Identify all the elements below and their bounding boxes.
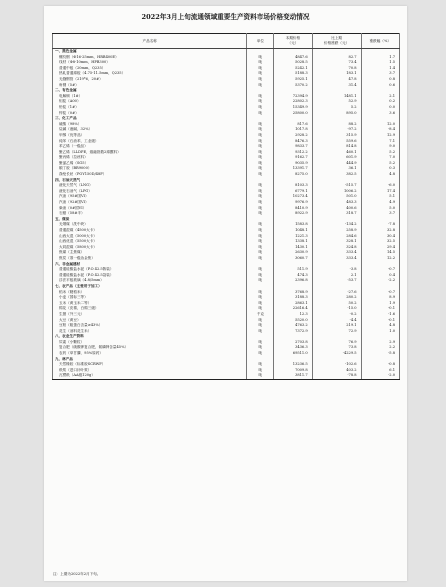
table-header bbox=[53, 34, 400, 49]
product-name-cell: 纯苯（石油苯，工业级） bbox=[53, 139, 247, 145]
unit-cell: 吨 bbox=[247, 194, 274, 200]
change-cell: 318.7 bbox=[312, 211, 361, 217]
product-name-cell: 聚丙烯（拉丝料） bbox=[53, 155, 247, 161]
header-unit: 单位 bbox=[247, 34, 274, 49]
product-name-cell: 浮法平板玻璃（4.8/5mm） bbox=[53, 278, 247, 284]
change-pct-cell: -6.0 bbox=[361, 183, 399, 189]
product-name-cell: 甲醇（优等品） bbox=[53, 133, 247, 139]
unit-cell: 吨 bbox=[247, 273, 274, 279]
unit-cell: 吨 bbox=[247, 111, 274, 117]
change-pct-cell: 12.0 bbox=[361, 122, 399, 128]
unit-cell: 千克 bbox=[247, 312, 274, 318]
unit-cell: 吨 bbox=[247, 301, 274, 307]
product-name-cell: 复合肥（硫酸钾复合肥，氮磷钾含量45%） bbox=[53, 345, 247, 351]
product-name-cell: 山西大混（5000大卡） bbox=[53, 234, 247, 240]
unit-cell: 吨 bbox=[247, 278, 274, 284]
change-pct-cell: -7.8 bbox=[361, 222, 399, 228]
product-name-cell: 苯乙烯（一级品） bbox=[53, 144, 247, 150]
unit-cell: 吨 bbox=[247, 290, 274, 296]
unit-cell: 吨 bbox=[247, 234, 274, 240]
change-pct-cell: 9.0 bbox=[361, 144, 399, 150]
change-pct-cell: 8.9 bbox=[361, 295, 399, 301]
change-pct-cell: 7.0 bbox=[361, 155, 399, 161]
price-cell: 72394.9 bbox=[274, 94, 312, 100]
price-cell: 8275.0 bbox=[274, 172, 312, 178]
price-cell: 1338.1 bbox=[274, 239, 312, 245]
unit-cell: 吨 bbox=[247, 183, 274, 189]
change-cell: 280.2 bbox=[312, 295, 361, 301]
unit-cell: 吨 bbox=[247, 368, 274, 374]
change-pct-cell: 0.4 bbox=[361, 273, 399, 279]
product-name-cell: 线材（Φ8-10mm，HPB300） bbox=[53, 60, 247, 66]
change-pct-cell: 29.4 bbox=[361, 245, 399, 251]
product-name-cell: 锌锭（0#） bbox=[53, 111, 247, 117]
unit-cell: 吨 bbox=[247, 318, 274, 324]
price-cell: 13391.7 bbox=[274, 166, 312, 172]
category-name: 四、石油天然气 bbox=[53, 178, 247, 184]
product-name-cell: 铅锭（1#） bbox=[53, 105, 247, 111]
unit-cell: 吨 bbox=[247, 77, 274, 83]
unit-cell: 吨 bbox=[247, 267, 274, 273]
document-page bbox=[44, 6, 407, 581]
change-cell: 333.4 bbox=[312, 256, 361, 262]
change-cell: -102.6 bbox=[312, 362, 361, 368]
unit-cell: 吨 bbox=[247, 94, 274, 100]
change-cell: -0.2 bbox=[312, 312, 361, 318]
change-pct-cell: 1.0 bbox=[361, 329, 399, 335]
change-cell: 2.1 bbox=[312, 273, 361, 279]
change-cell: 814.8 bbox=[312, 144, 361, 150]
product-name-cell: 聚氯乙烯（SG5） bbox=[53, 161, 247, 167]
change-cell: 1481.1 bbox=[312, 94, 361, 100]
change-pct-cell: -2.0 bbox=[361, 373, 399, 379]
product-name-cell: 小麦（国标三等） bbox=[53, 295, 247, 301]
unit-cell: 吨 bbox=[247, 144, 274, 150]
table-row bbox=[53, 373, 400, 379]
change-cell: 601.9 bbox=[312, 155, 361, 161]
unit-cell: 吨 bbox=[247, 362, 274, 368]
change-pct-cell: 32.8 bbox=[361, 228, 399, 234]
price-table bbox=[52, 33, 400, 380]
unit-cell: 吨 bbox=[247, 373, 274, 379]
unit-cell: 吨 bbox=[247, 161, 274, 167]
change-cell: 88.2 bbox=[312, 122, 361, 128]
product-name-cell: 稻米（粳稻米） bbox=[53, 290, 247, 296]
change-cell: 382.5 bbox=[312, 172, 361, 178]
product-name-cell: 瓦楞纸（AA级120g） bbox=[53, 373, 247, 379]
price-cell: 1017.8 bbox=[274, 127, 312, 133]
product-name-cell: 花生（油料花生米） bbox=[53, 329, 247, 335]
change-pct-cell: 1.7 bbox=[361, 55, 399, 61]
price-cell: 8410.9 bbox=[274, 206, 312, 212]
product-name-cell: 农药（草甘膦，95%原药） bbox=[53, 351, 247, 357]
change-cell: -15.0 bbox=[312, 306, 361, 312]
product-name-cell: 焦煤（主焦煤） bbox=[53, 250, 247, 256]
product-name-cell: 天然橡胶（标准胶SCRWF） bbox=[53, 362, 247, 368]
product-name-cell: 大同混煤（5800大卡） bbox=[53, 245, 247, 251]
price-cell: 69511.0 bbox=[274, 351, 312, 357]
change-pct-cell: 0.6 bbox=[361, 83, 399, 89]
category-name: 五、煤炭 bbox=[53, 217, 247, 223]
category-name: 九、林产品 bbox=[53, 357, 247, 363]
unit-cell: 吨 bbox=[247, 250, 274, 256]
product-name-cell: 玉米（黄玉米二等） bbox=[53, 301, 247, 307]
product-name-cell: 汽油（95#国VI） bbox=[53, 194, 247, 200]
product-name-cell: 生猪（外三元） bbox=[53, 312, 247, 318]
category-name: 六、非金属建材 bbox=[53, 262, 247, 268]
unit-cell: 吨 bbox=[247, 172, 274, 178]
price-cell: 22616.4 bbox=[274, 306, 312, 312]
table-body bbox=[53, 49, 400, 380]
unit-cell: 吨 bbox=[247, 228, 274, 234]
price-cell: 6779.1 bbox=[274, 189, 312, 195]
header-current-price: 本期价格 （元） bbox=[274, 34, 312, 49]
change-cell: 47.8 bbox=[312, 77, 361, 83]
product-name-cell: 铝锭（A00） bbox=[53, 99, 247, 105]
price-cell: 2630.9 bbox=[274, 250, 312, 256]
price-cell: 8103.3 bbox=[274, 183, 312, 189]
unit-cell: 吨 bbox=[247, 323, 274, 329]
price-cell: 5188.3 bbox=[274, 71, 312, 77]
price-cell: 25800.0 bbox=[274, 111, 312, 117]
unit-cell: 吨 bbox=[247, 345, 274, 351]
change-cell: -27.6 bbox=[312, 290, 361, 296]
category-name: 一、黑色金属 bbox=[53, 49, 247, 55]
change-cell: 333.4 bbox=[312, 250, 361, 256]
price-cell: 3436.3 bbox=[274, 345, 312, 351]
change-pct-cell: 4.9 bbox=[361, 200, 399, 206]
price-cell: 22802.3 bbox=[274, 99, 312, 105]
change-pct-cell: -2.2 bbox=[361, 278, 399, 284]
change-pct-cell: 1.9 bbox=[361, 301, 399, 307]
product-name-cell: 聚乙烯（LLDPE，熔融指数2薄膜料） bbox=[53, 150, 247, 156]
change-pct-cell: -0.8 bbox=[361, 362, 399, 368]
unit-cell: 吨 bbox=[247, 139, 274, 145]
unit-cell: 吨 bbox=[247, 105, 274, 111]
unit-cell: 吨 bbox=[247, 155, 274, 161]
unit-cell: 吨 bbox=[247, 83, 274, 89]
footnote: 注：上期为2022年2月下旬。 bbox=[53, 572, 101, 576]
price-cell: 15349.9 bbox=[274, 105, 312, 111]
unit-cell: 吨 bbox=[247, 122, 274, 128]
change-pct-cell: -1.6 bbox=[361, 312, 399, 318]
product-name-cell: 豆粕（粗蛋白含量≥43%） bbox=[53, 323, 247, 329]
product-name-cell: 涤纶长丝（POY150D/48F） bbox=[53, 172, 247, 178]
change-pct-cell: 30.4 bbox=[361, 234, 399, 240]
unit-cell: 吨 bbox=[247, 206, 274, 212]
change-cell: 1006.2 bbox=[312, 189, 361, 195]
unit-cell: 吨 bbox=[247, 295, 274, 301]
product-name-cell: 纸浆（进口针叶浆） bbox=[53, 368, 247, 374]
unit-cell: 吨 bbox=[247, 329, 274, 335]
price-cell: 1221.3 bbox=[274, 234, 312, 240]
change-pct-cell: -0.7 bbox=[361, 267, 399, 273]
change-pct-cell: 1.4 bbox=[361, 66, 399, 72]
product-name-cell: 普通硅酸盐水泥（P.O 42.5散装） bbox=[53, 267, 247, 273]
product-name-cell: 山西优混（5500大卡） bbox=[53, 239, 247, 245]
product-name-cell: 柴油（0#国VI） bbox=[53, 206, 247, 212]
change-cell: 501.0 bbox=[312, 194, 361, 200]
price-cell: 2396.8 bbox=[274, 278, 312, 284]
price-cell: 5242.1 bbox=[274, 66, 312, 72]
product-name-cell: 石蜡（58#半） bbox=[53, 211, 247, 217]
product-name-cell: 螺纹钢（Φ16-25mm，HRB400E） bbox=[53, 55, 247, 61]
price-cell: 5370.2 bbox=[274, 83, 312, 89]
unit-cell: 吨 bbox=[247, 256, 274, 262]
product-name-cell: 大豆（黄豆） bbox=[53, 318, 247, 324]
price-cell: 1048.1 bbox=[274, 228, 312, 234]
unit-cell: 吨 bbox=[247, 306, 274, 312]
change-pct-cell: 2.2 bbox=[361, 345, 399, 351]
change-pct-cell: -8.4 bbox=[361, 127, 399, 133]
change-pct-cell: 0.8 bbox=[361, 77, 399, 83]
price-cell: 7009.8 bbox=[274, 368, 312, 374]
product-name-cell: 尿素（小颗粒） bbox=[53, 340, 247, 346]
price-cell: 2703.8 bbox=[274, 340, 312, 346]
price-cell: 10273.4 bbox=[274, 194, 312, 200]
change-cell: 444.9 bbox=[312, 161, 361, 167]
change-pct-cell: 2.9 bbox=[361, 340, 399, 346]
product-name-cell: 普通混煤（4500大卡） bbox=[53, 228, 247, 234]
category-name: 七、农产品（主要用于加工） bbox=[53, 284, 247, 290]
price-cell: 9976.9 bbox=[274, 200, 312, 206]
header-change-pct: 涨跌幅（%） bbox=[361, 34, 399, 49]
unit-cell: 吨 bbox=[247, 166, 274, 172]
change-cell: 31.4 bbox=[312, 83, 361, 89]
change-pct-cell: 17.4 bbox=[361, 189, 399, 195]
change-cell: -78.8 bbox=[312, 373, 361, 379]
unit-cell: 吨 bbox=[247, 60, 274, 66]
price-cell: 9035.9 bbox=[274, 161, 312, 167]
unit-cell: 吨 bbox=[247, 340, 274, 346]
product-name-cell: 热轧普通薄板（4.75-11.5mm，Q235） bbox=[53, 71, 247, 77]
change-cell: 52.9 bbox=[312, 99, 361, 105]
change-pct-cell: 4.8 bbox=[361, 172, 399, 178]
price-cell: 1583.8 bbox=[274, 222, 312, 228]
change-cell: 324.8 bbox=[312, 245, 361, 251]
unit-cell: 吨 bbox=[247, 127, 274, 133]
category-name: 三、化工产品 bbox=[53, 116, 247, 122]
price-cell: 2863.1 bbox=[274, 301, 312, 307]
price-cell: 7372.9 bbox=[274, 329, 312, 335]
price-cell: 3188.3 bbox=[274, 295, 312, 301]
unit-cell: 吨 bbox=[247, 71, 274, 77]
change-pct-cell: 0.3 bbox=[361, 166, 399, 172]
change-cell: 76.9 bbox=[312, 340, 361, 346]
unit-cell: 吨 bbox=[247, 189, 274, 195]
product-name-cell: 烧碱（液碱，32%） bbox=[53, 127, 247, 133]
change-cell: -53.7 bbox=[312, 278, 361, 284]
price-cell: 3060.7 bbox=[274, 256, 312, 262]
change-cell: -97.2 bbox=[312, 127, 361, 133]
unit-cell: 吨 bbox=[247, 222, 274, 228]
change-cell: -515.7 bbox=[312, 183, 361, 189]
price-cell: 3811.7 bbox=[274, 373, 312, 379]
change-cell: 258.9 bbox=[312, 228, 361, 234]
price-cell: 817.6 bbox=[274, 122, 312, 128]
category-name: 二、有色金属 bbox=[53, 88, 247, 94]
unit-cell: 吨 bbox=[247, 200, 274, 206]
price-cell: 1430.1 bbox=[274, 245, 312, 251]
change-pct-cell: 3.7 bbox=[361, 71, 399, 77]
change-cell: 460.1 bbox=[312, 150, 361, 156]
price-cell: 8476.3 bbox=[274, 139, 312, 145]
change-pct-cell: 3.7 bbox=[361, 211, 399, 217]
change-cell: 328.1 bbox=[312, 239, 361, 245]
change-pct-cell: -0.7 bbox=[361, 290, 399, 296]
price-cell: 4847.6 bbox=[274, 55, 312, 61]
change-cell: 73.8 bbox=[312, 345, 361, 351]
document-title: 2022年3月上旬流通领域重要生产资料市场价格变动情况 bbox=[141, 13, 310, 21]
change-pct-cell: 5.1 bbox=[361, 194, 399, 200]
product-name-cell: 无缝钢管（219*6，20#） bbox=[53, 77, 247, 83]
change-pct-cell: 14.5 bbox=[361, 250, 399, 256]
product-name-cell: 棉花（皮棉，白棉三级） bbox=[53, 306, 247, 312]
change-pct-cell: 5.0 bbox=[361, 206, 399, 212]
change-cell: -134.2 bbox=[312, 222, 361, 228]
product-name-cell: 普通中板（20mm，Q235） bbox=[53, 66, 247, 72]
change-cell: 5.2 bbox=[312, 105, 361, 111]
product-name-cell: 液化天然气（LNG） bbox=[53, 183, 247, 189]
price-cell: 5028.5 bbox=[274, 60, 312, 66]
price-cell: 9162.7 bbox=[274, 155, 312, 161]
change-pct-cell: 3.6 bbox=[361, 111, 399, 117]
change-cell: 895.0 bbox=[312, 111, 361, 117]
change-pct-cell: 1.5 bbox=[361, 60, 399, 66]
price-cell: 5520.0 bbox=[274, 318, 312, 324]
price-cell: 12.3 bbox=[274, 312, 312, 318]
change-pct-cell: 12.9 bbox=[361, 133, 399, 139]
unit-cell: 吨 bbox=[247, 99, 274, 105]
change-cell: 70.8 bbox=[312, 66, 361, 72]
price-cell: 4763.2 bbox=[274, 323, 312, 329]
change-pct-cell: 4.8 bbox=[361, 323, 399, 329]
price-cell: 5925.1 bbox=[274, 77, 312, 83]
change-cell: -4229.5 bbox=[312, 351, 361, 357]
change-pct-cell: 32.5 bbox=[361, 239, 399, 245]
product-name-cell: 顺丁胶（BR9000） bbox=[53, 166, 247, 172]
price-cell: 8922.9 bbox=[274, 211, 312, 217]
change-cell: 82.7 bbox=[312, 55, 361, 61]
header-price-change: 比上期 价格涨跌（元） bbox=[312, 34, 361, 49]
change-cell: 183.1 bbox=[312, 71, 361, 77]
change-pct-cell: 5.2 bbox=[361, 150, 399, 156]
unit-cell: 吨 bbox=[247, 211, 274, 217]
change-cell: 36.1 bbox=[312, 166, 361, 172]
change-pct-cell: 7.1 bbox=[361, 139, 399, 145]
unit-cell: 吨 bbox=[247, 150, 274, 156]
change-pct-cell: -0.1 bbox=[361, 318, 399, 324]
change-pct-cell: -0.1 bbox=[361, 306, 399, 312]
unit-cell: 吨 bbox=[247, 66, 274, 72]
change-cell: 73.4 bbox=[312, 60, 361, 66]
product-name-cell: 液化石油气（LPG） bbox=[53, 189, 247, 195]
price-cell: 511.9 bbox=[274, 267, 312, 273]
product-name-cell: 无烟煤（洗中块） bbox=[53, 222, 247, 228]
price-cell: 474.3 bbox=[274, 273, 312, 279]
price-cell: 2928.2 bbox=[274, 133, 312, 139]
change-pct-cell: 0.0 bbox=[361, 105, 399, 111]
change-cell: 50.2 bbox=[312, 301, 361, 307]
product-name-cell: 电解铜（1#） bbox=[53, 94, 247, 100]
header-product-name: 产品名称 bbox=[53, 34, 247, 49]
change-pct-cell: 12.2 bbox=[361, 256, 399, 262]
product-name-cell: 角钢（5#） bbox=[53, 83, 247, 89]
change-cell: 315.9 bbox=[312, 133, 361, 139]
unit-cell: 吨 bbox=[247, 133, 274, 139]
change-cell: 483.3 bbox=[312, 200, 361, 206]
product-name-cell: 焦炭（准一级冶金焦） bbox=[53, 256, 247, 262]
change-cell: 284.6 bbox=[312, 234, 361, 240]
price-cell: 9833.7 bbox=[274, 144, 312, 150]
change-cell: 219.1 bbox=[312, 323, 361, 329]
product-name-cell: 硫酸（98%） bbox=[53, 122, 247, 128]
unit-cell: 吨 bbox=[247, 239, 274, 245]
change-cell: 559.6 bbox=[312, 139, 361, 145]
change-cell: -4.4 bbox=[312, 318, 361, 324]
change-cell: -3.8 bbox=[312, 267, 361, 273]
product-name-cell: 汽油（92#国VI） bbox=[53, 200, 247, 206]
change-pct-cell: -5.8 bbox=[361, 351, 399, 357]
change-cell: 403.2 bbox=[312, 368, 361, 374]
change-pct-cell: 5.2 bbox=[361, 161, 399, 167]
price-cell: 13236.5 bbox=[274, 362, 312, 368]
unit-cell: 吨 bbox=[247, 55, 274, 61]
product-name-cell: 普通硅酸盐水泥（P.O 42.5袋装） bbox=[53, 273, 247, 279]
change-cell: 72.9 bbox=[312, 329, 361, 335]
change-pct-cell: 6.1 bbox=[361, 368, 399, 374]
unit-cell: 吨 bbox=[247, 351, 274, 357]
price-cell: 9312.2 bbox=[274, 150, 312, 156]
unit-cell: 吨 bbox=[247, 245, 274, 251]
change-pct-cell: 0.2 bbox=[361, 99, 399, 105]
category-name: 八、农业生产资料 bbox=[53, 334, 247, 340]
price-cell: 3768.9 bbox=[274, 290, 312, 296]
change-cell: 400.6 bbox=[312, 206, 361, 212]
change-pct-cell: 2.1 bbox=[361, 94, 399, 100]
